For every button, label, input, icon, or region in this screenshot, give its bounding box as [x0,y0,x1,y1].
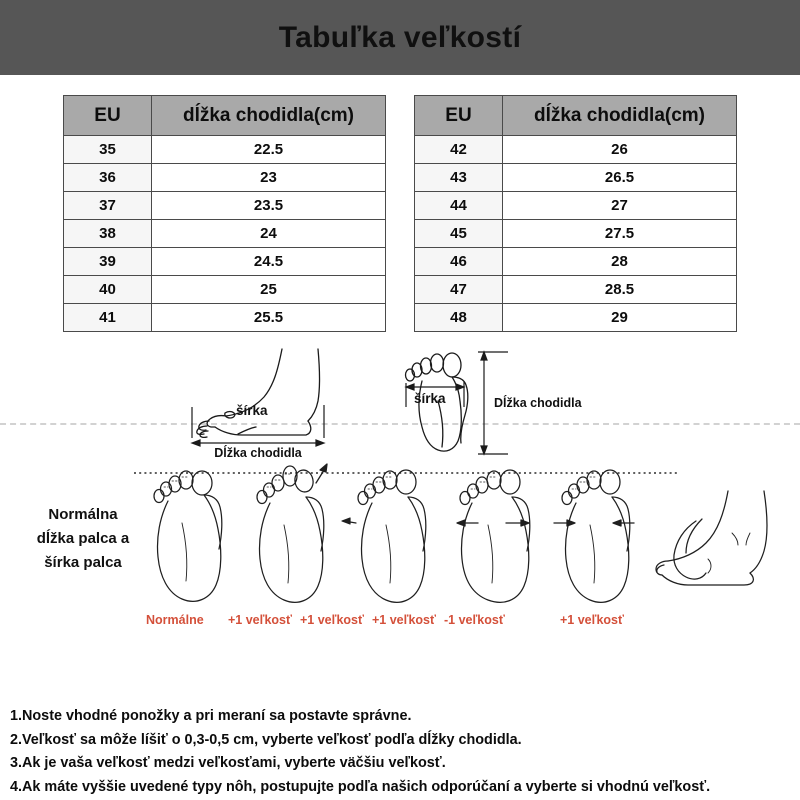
page-header-banner [0,0,800,75]
table-row [64,136,386,164]
foot-type-label-plus-one-b: +1 veľkosť [300,613,364,627]
cell-foot-length: 26 [503,136,737,164]
cell-foot-length: 27 [503,192,737,220]
foot-types-illustrations [120,461,800,618]
sole-foot-icon [392,341,602,461]
size-table-right [414,95,737,332]
foot-types-caption-line: šírka palca [44,554,122,571]
sole-foot-diagram [392,341,602,466]
table-row [415,164,737,192]
cell-eu-size: 38 [64,220,152,248]
cell-foot-length: 25 [152,276,386,304]
sole-width-label: šírka [414,391,446,406]
note-line-2: 2.Veľkosť sa môže líšiť o 0,3-0,5 cm, vyberte veľkosť podľa dĺžky chodidla. [10,731,522,748]
table-row [64,304,386,332]
side-length-label: Dĺžka chodidla [214,446,302,460]
foot-types-caption-line: Normálna [48,506,118,523]
side-foot-diagram [178,345,343,465]
foot-type-labels [0,613,800,635]
cell-eu-size: 36 [64,164,152,192]
table-row [64,164,386,192]
measurement-diagram-region [0,333,800,663]
table-row [415,192,737,220]
table-row [64,192,386,220]
cell-eu-size: 41 [64,304,152,332]
cell-eu-size: 46 [415,248,503,276]
foot-type-label-normal: Normálne [146,613,204,627]
foot-types-icon-group [120,461,800,613]
table-row [415,220,737,248]
cell-eu-size: 44 [415,192,503,220]
size-table-left [63,95,386,332]
note-line-4: 4.Ak máte vyššie uvedené typy nôh, postupujte podľa našich odporúčaní a vyberte si vhodnú veľkosť. [10,778,711,795]
cell-foot-length: 27.5 [503,220,737,248]
sole-length-label: Dĺžka chodidla [494,396,582,410]
note-line-1: 1.Noste vhodné ponožky a pri meraní sa postavte správne. [10,708,412,724]
foot-type-label-plus-one-a: +1 veľkosť [228,613,292,627]
cell-eu-size: 42 [415,136,503,164]
side-foot-icon [178,345,343,460]
foot-type-label-plus-one-c: +1 veľkosť [372,613,436,627]
table-row [64,276,386,304]
cell-foot-length: 28 [503,248,737,276]
foot-types-row [0,461,800,646]
measurement-illustrations [0,345,800,465]
column-header-eu: EU [415,96,503,136]
foot-type-label-minus-one: -1 veľkosť [444,613,505,627]
cell-foot-length: 24.5 [152,248,386,276]
table-row [415,276,737,304]
table-row [415,136,737,164]
foot-types-caption-line: dĺžka palca a [36,530,130,547]
foot-type-label-plus-one-d: +1 veľkosť [560,613,624,627]
cell-eu-size: 47 [415,276,503,304]
side-width-label: šírka [236,403,268,418]
note-line-3: 3.Ak je vaša veľkosť medzi veľkosťami, vyberte väčšiu veľkosť. [10,755,446,771]
cell-eu-size: 43 [415,164,503,192]
table-header-row [415,96,737,136]
cell-foot-length: 23.5 [152,192,386,220]
cell-foot-length: 29 [503,304,737,332]
table-header-row [64,96,386,136]
table-row [64,220,386,248]
cell-eu-size: 48 [415,304,503,332]
cell-foot-length: 23 [152,164,386,192]
cell-eu-size: 45 [415,220,503,248]
table-row [415,304,737,332]
cell-eu-size: 37 [64,192,152,220]
cell-foot-length: 28.5 [503,276,737,304]
table-row [64,248,386,276]
cell-eu-size: 40 [64,276,152,304]
size-tables-region [0,75,800,333]
cell-foot-length: 22.5 [152,136,386,164]
cell-foot-length: 24 [152,220,386,248]
cell-foot-length: 25.5 [152,304,386,332]
cell-eu-size: 39 [64,248,152,276]
column-header-foot-length: dĺžka chodidla(cm) [503,96,737,136]
column-header-eu: EU [64,96,152,136]
table-row [415,248,737,276]
cell-foot-length: 26.5 [503,164,737,192]
cell-eu-size: 35 [64,136,152,164]
notes-section [10,705,800,799]
page-title: Tabuľka veľkostí [278,20,522,54]
column-header-foot-length: dĺžka chodidla(cm) [152,96,386,136]
